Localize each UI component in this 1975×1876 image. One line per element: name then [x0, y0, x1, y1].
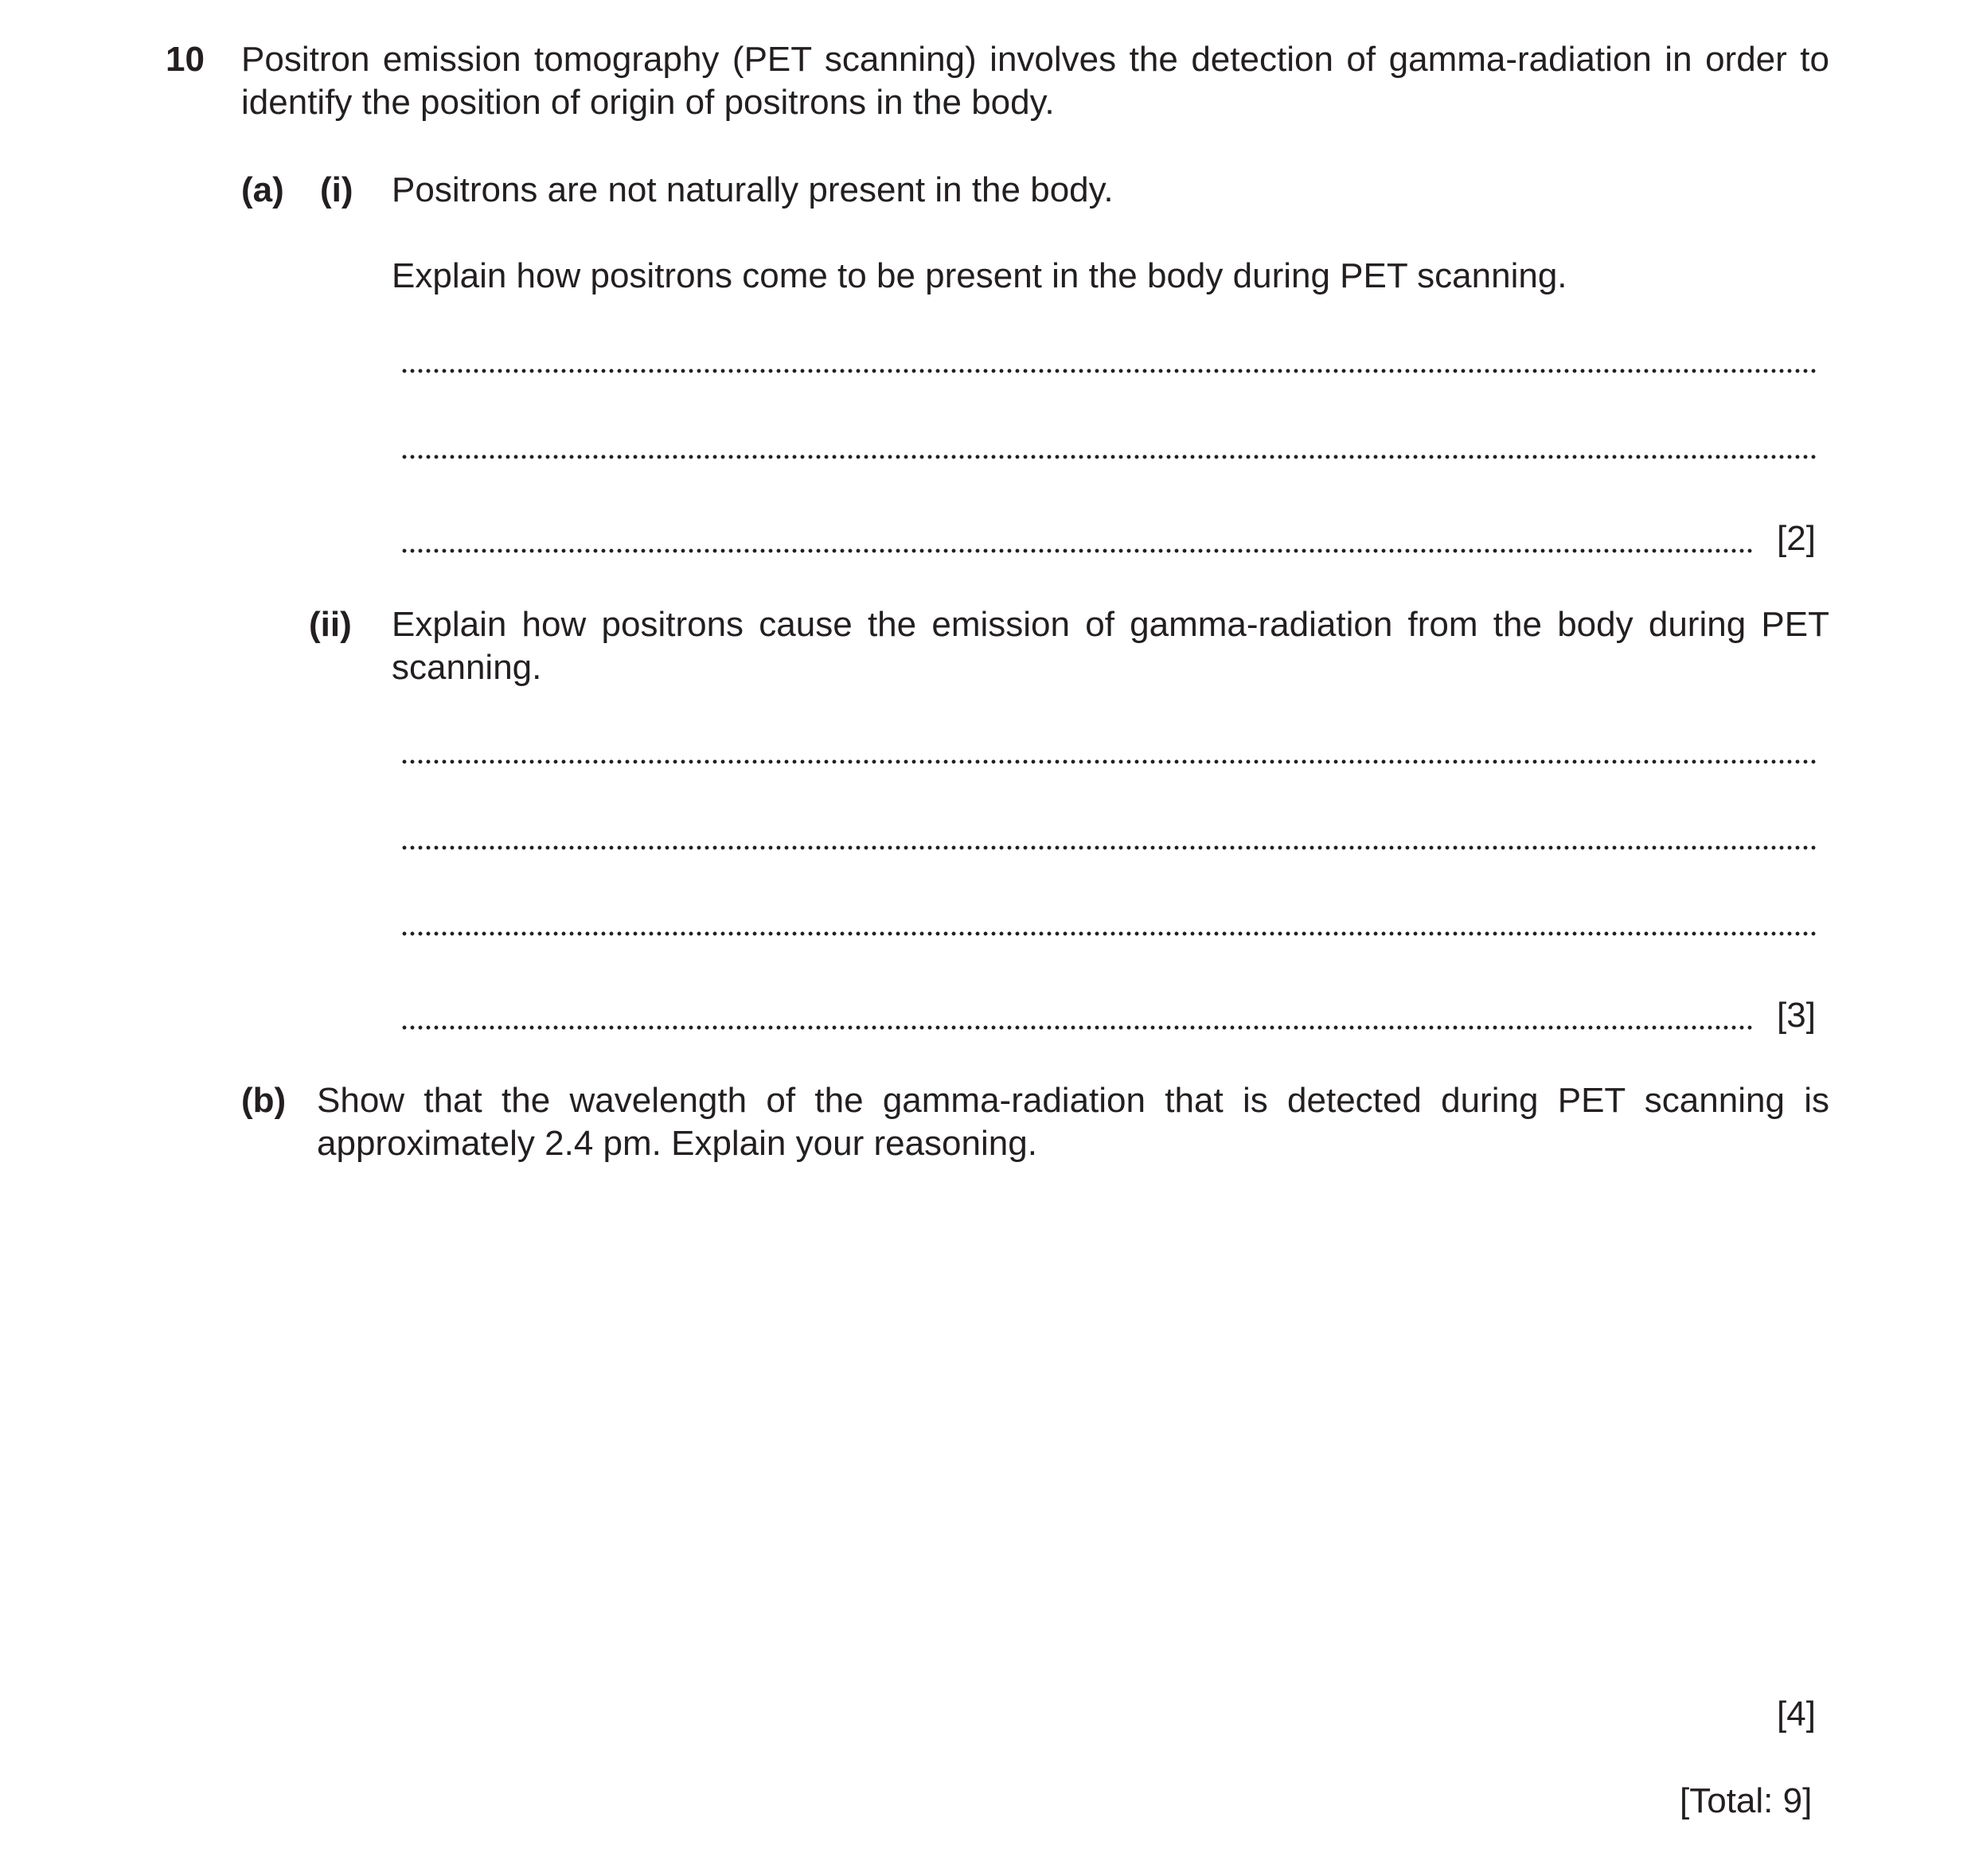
answer-line[interactable]	[402, 1025, 1755, 1032]
part-a-label: (a)	[241, 170, 284, 209]
part-b-label: (b)	[241, 1081, 287, 1120]
answer-line[interactable]	[402, 759, 1819, 766]
answer-line[interactable]	[402, 454, 1819, 461]
part-a-ii-instruction: Explain how positrons cause the emission of gamma-radiation from the body during PET scanning.	[392, 605, 1829, 687]
answer-line[interactable]	[402, 931, 1819, 938]
part-a-i-instruction: Explain how positrons come to be present in the body during PET scanning.	[392, 256, 1567, 295]
part-b-marks: [4]	[1777, 1695, 1816, 1734]
answer-line[interactable]	[402, 548, 1755, 555]
part-a-ii-marks: [3]	[1777, 996, 1816, 1035]
part-a-i-statement: Positrons are not naturally present in the body.	[392, 170, 1114, 209]
answer-line[interactable]	[402, 369, 1819, 375]
answer-line[interactable]	[402, 845, 1819, 852]
part-a-i-label: (i)	[320, 170, 353, 209]
question-number: 10	[166, 40, 205, 79]
part-a-ii-label: (ii)	[309, 605, 352, 644]
question-stem: Positron emission tomography (PET scanning) involves the detection of gamma-radiation in order to identify the position of origin of positrons in the body.	[241, 40, 1829, 122]
part-a-i-marks: [2]	[1777, 519, 1816, 558]
working-space[interactable]	[317, 1178, 1829, 1687]
total-marks: [Total: 9]	[1680, 1781, 1813, 1820]
part-b-instruction: Show that the wavelength of the gamma-radiation that is detected during PET scanning is approximately 2.4 pm. Explain your reasoning.	[317, 1081, 1829, 1163]
